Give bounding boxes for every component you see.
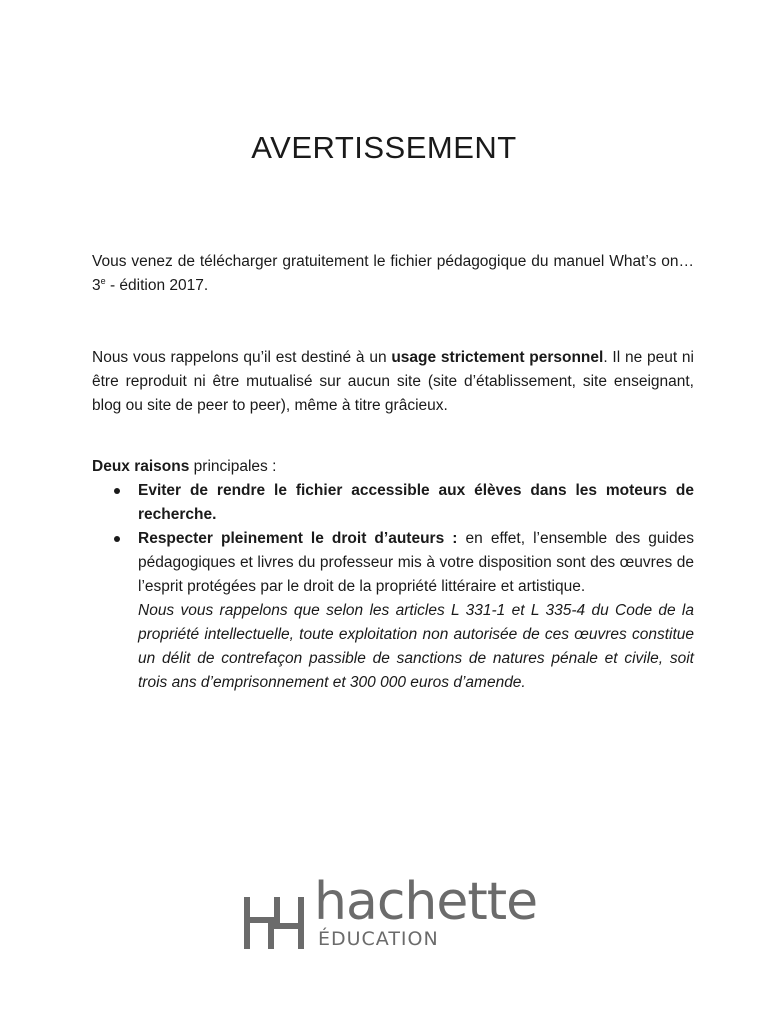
hachette-education-logo	[244, 872, 538, 954]
reasons-heading-rest: principales :	[189, 458, 277, 475]
hachette-h-icon	[244, 894, 304, 952]
bullet-icon	[114, 536, 120, 542]
reasons-list	[92, 479, 694, 695]
page-title: AVERTISSEMENT	[251, 130, 517, 165]
notice-superscript: e	[100, 275, 106, 286]
list-item	[92, 479, 694, 527]
legal-notice: Nous vous rappelons que selon les articles L 331-1 et L 335-4 du Code de la propriété intellectuelle, toute exploitation non autorisée de ces œuvres constitue un délit de contrefaçon passible de sanctions de natures pénale et civile, soit trois ans d’emprisonnement et 300 000 euros d’amende.	[138, 602, 694, 691]
personal-use-paragraph	[92, 346, 694, 418]
reason-2-title: Respecter pleinement le droit d’auteurs :	[138, 530, 458, 547]
notice-text: Vous venez de télécharger gratuitement le fichier pédagogique du manuel What’s on… 3	[92, 253, 694, 294]
reasons-heading	[92, 455, 694, 479]
personal-use-intro: Nous vous rappelons qu’il est destiné à un	[92, 349, 392, 366]
reasons-section	[92, 455, 694, 695]
personal-use-rest: . Il ne peut ni être reproduit ni être mutualisé sur aucun site (site d’établissement, site enseignant, blog ou site de peer to peer), même à titre grâcieux.	[92, 349, 694, 414]
download-notice-paragraph	[92, 250, 694, 298]
notice-edition: - édition 2017.	[105, 277, 209, 294]
bullet-icon	[114, 488, 120, 494]
reasons-heading-bold: Deux raisons	[92, 458, 190, 475]
reason-1-text: Eviter de rendre le fichier accessible aux élèves dans les moteurs de recherche.	[138, 482, 694, 523]
logo-name: hachette	[314, 872, 538, 932]
list-item	[92, 527, 694, 695]
reason-2-text: en effet, l’ensemble des guides pédagogiques et livres du professeur mis à votre disposition sont des œuvres de l’esprit protégées par le droit de la propriété littéraire et artistique.	[138, 530, 694, 595]
logo-subtitle: ÉDUCATION	[318, 928, 439, 950]
personal-use-emphasis: usage strictement personnel	[391, 349, 604, 366]
